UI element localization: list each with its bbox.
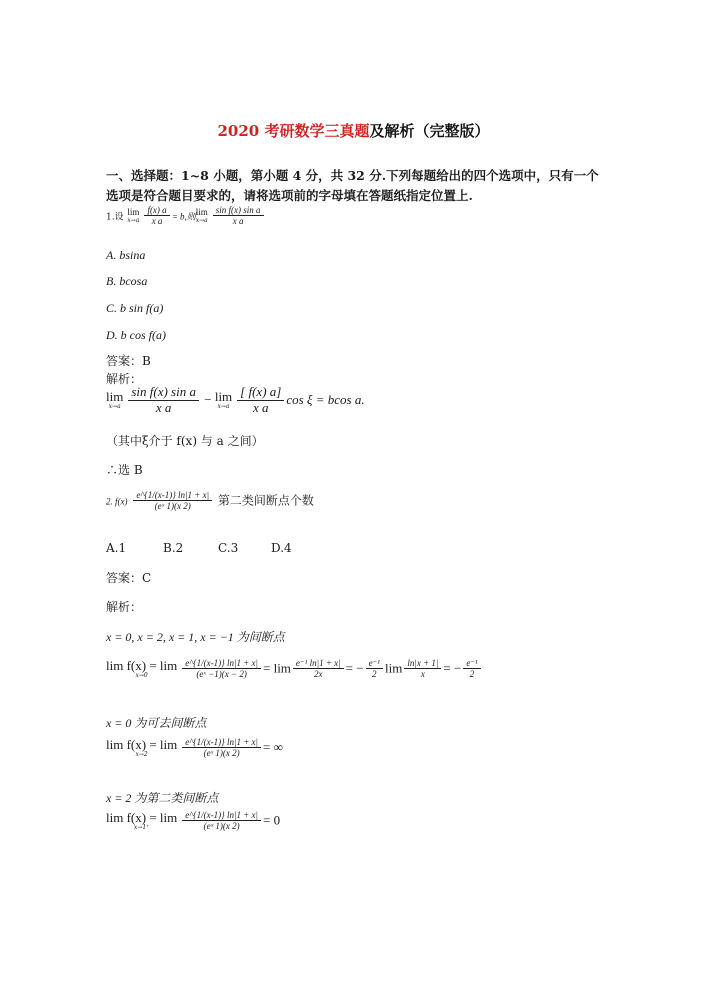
q1-option-a: A. bsina bbox=[106, 248, 146, 262]
q1-analysis-fraction-2: $\frac{[ f(x) a]}{\text{x a}}$ bbox=[237, 385, 284, 416]
q1-analysis-limit-1: lim x→a bbox=[106, 389, 124, 411]
q2-eq1-fraction-5: $\frac{\text{e⁻¹}}{2}$ bbox=[463, 658, 480, 680]
q2-fraction: $\frac{e\^{}\{1/(x-1)\} \ln|1 + x|}{\text{(eˣ 1)(x 2)}}$ bbox=[133, 490, 212, 512]
q2-eq3-fraction: $\frac{e\^{}\{1/(x-1)\} \ln|1 + x|}{\text{(eˣ 1)(x 2)}}$ bbox=[182, 810, 261, 832]
q2-eq1-limit: lim f(x) = lim x→0 bbox=[106, 657, 178, 679]
q2-discontinuity-points: x = 0, x = 2, x = 1, x = −1 为间断点 bbox=[106, 630, 285, 644]
q2-option-c: C.3 bbox=[218, 541, 239, 555]
q2-note-2: x = 2 为第二类间断点 bbox=[106, 791, 219, 805]
q1-conclusion: ∴选 B bbox=[106, 463, 143, 477]
q2-eq1-equals-b: = − bbox=[443, 660, 462, 676]
q2-suffix: 第二类间断点个数 bbox=[217, 493, 314, 508]
q2-option-d: D.4 bbox=[271, 541, 292, 555]
q2-option-b: B.2 bbox=[163, 541, 184, 555]
q1-stem bbox=[106, 205, 266, 227]
q2-answer: 答案：C bbox=[106, 571, 152, 585]
q2-eq1-fraction-1: $\frac{e\^{}\{1/(x-1)\} \ln|1 + x|}{\text{(eˣ −1)(x − 2)}}$ bbox=[182, 658, 261, 680]
q1-option-d: D. b cos f(a) bbox=[106, 328, 166, 342]
q1-analysis-limit-2: lim x→a bbox=[214, 389, 233, 411]
q1-analysis-tail: cos ξ = bcos a. bbox=[286, 391, 365, 407]
q1-analysis-equation: lim x→a $\frac{\text{sin f(x) sin a}}{\text{x a}}$ − lim x→a $\frac{[ f(x) a]}{\text{x a}}$ cos ξ = bcos a. bbox=[106, 384, 365, 415]
title-highlight: 2020 考研数学三真题 bbox=[217, 122, 370, 140]
q2-eq2-rhs: = ∞ bbox=[263, 739, 283, 755]
q2-prefix: 2. f(x) bbox=[106, 496, 128, 507]
q2-eq2-fraction: $\frac{e\^{}\{1/(x-1)\} \ln|1 + x|}{\text{(eˣ 1)(x 2)}}$ bbox=[182, 737, 261, 759]
q1-analysis-label: 解析： bbox=[106, 372, 143, 386]
q1-fraction-1: $\frac{f(x) a}{\text{x a}}$ bbox=[144, 205, 169, 227]
q1-limit-2: lim x→a bbox=[195, 206, 208, 224]
q1-prefix: 1.设 bbox=[106, 212, 124, 223]
q2-eq3-rhs: = 0 bbox=[263, 812, 281, 828]
q2-option-a: A.1 bbox=[106, 541, 127, 555]
q2-equation-3 bbox=[106, 810, 280, 832]
q2-eq1-fraction-3: $\frac{\text{e⁻¹}}{2}$ bbox=[366, 658, 383, 680]
q2-stem bbox=[106, 490, 314, 512]
page-title bbox=[0, 120, 707, 141]
q1-mid: = b,则 bbox=[171, 211, 196, 222]
q2-eq1-limit-3: lim bbox=[385, 660, 403, 676]
q1-option-b: B. bcosa bbox=[106, 274, 148, 288]
q1-answer: 答案：B bbox=[106, 354, 151, 368]
q1-fraction-2: $\frac{\text{sin f(x) sin a}}{\text{x a}}$ bbox=[213, 205, 264, 227]
q2-eq3-limit: lim f(x) = lim x→1⁺ bbox=[106, 809, 178, 831]
title-rest: 及解析（完整版） bbox=[369, 122, 490, 140]
section-intro: 一、选择题：1~8 小题，第小题 4 分，共 32 分.下列每题给出的四个选项中，只有一个选项是符合题目要求的，请将选项前的字母填在答题纸指定位置上. bbox=[106, 168, 599, 203]
q2-eq2-limit: lim f(x) = lim x→2 bbox=[106, 736, 178, 758]
q2-note-1: x = 0 为可去间断点 bbox=[106, 716, 207, 730]
q1-analysis-fraction-1: $\frac{\text{sin f(x) sin a}}{\text{x a}}$ bbox=[128, 385, 199, 416]
q1-option-c: C. b sin f(a) bbox=[106, 301, 164, 315]
q2-eq1-equals-a: = − bbox=[345, 660, 364, 676]
q2-eq1-fraction-2: $\frac{\text{e⁻¹ ln|1 + x|}}{2x}$ bbox=[293, 658, 344, 680]
q2-eq1-mid: = lim bbox=[263, 660, 291, 676]
q2-equation-2 bbox=[106, 737, 283, 759]
q1-note: （其中ξ介于 f(x) 与 a 之间） bbox=[106, 434, 264, 448]
q1-limit-1: lim x→a bbox=[127, 206, 140, 224]
q2-analysis-label: 解析： bbox=[106, 600, 143, 614]
q2-equation-1 bbox=[106, 658, 483, 680]
q2-eq1-fraction-4: $\frac{\ln|x + 1|}{x}$ bbox=[404, 658, 441, 680]
